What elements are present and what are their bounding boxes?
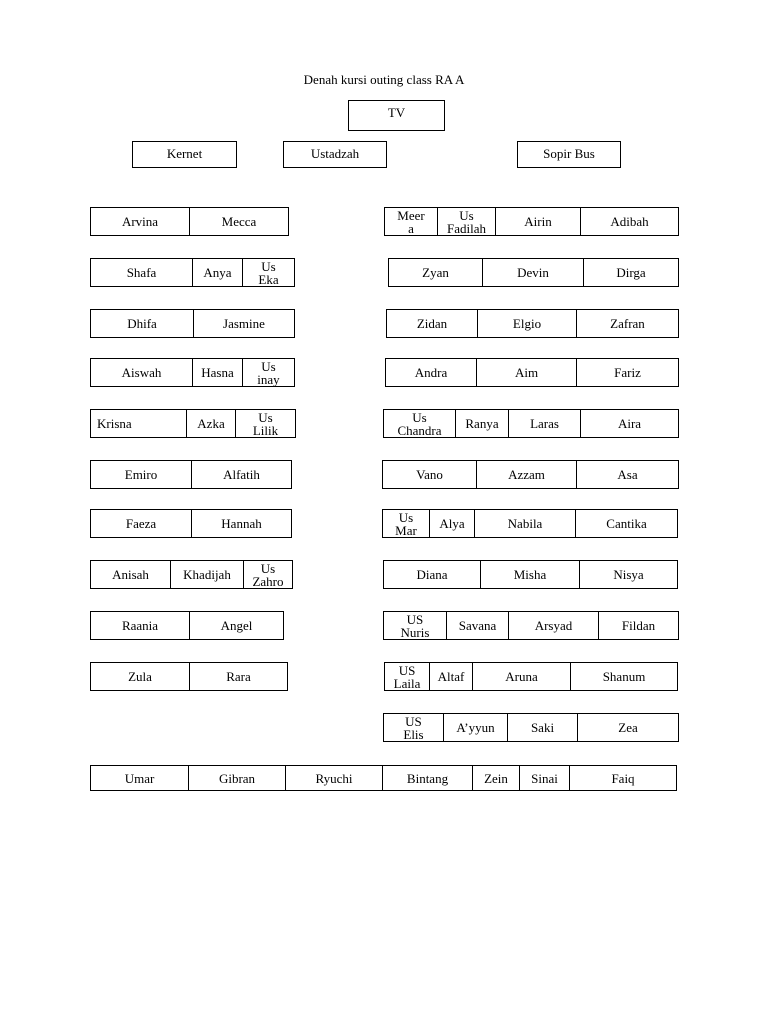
sopir-label: Sopir Bus <box>543 146 595 161</box>
seat: Saki <box>508 714 578 741</box>
kernet-label: Kernet <box>166 146 203 161</box>
seat-row-left <box>90 258 295 287</box>
seat: Savana <box>447 612 509 639</box>
seat: Raania <box>91 612 190 639</box>
seat: Us Lilik <box>252 409 279 438</box>
seat: Ryuchi <box>286 766 383 790</box>
seat: Angel <box>220 618 253 633</box>
seat: Arsyad <box>509 612 599 639</box>
seat: Airin <box>496 208 581 235</box>
tv-label: TV <box>387 105 406 120</box>
seat: Dhifa <box>91 310 194 337</box>
seat: Alya <box>430 510 475 537</box>
seat: US Laila <box>385 663 430 690</box>
seat-row-left <box>90 460 292 489</box>
seat: Aruna <box>473 663 571 690</box>
seat-row-right <box>383 409 679 438</box>
seat-row-right <box>385 358 679 387</box>
seat: Anya <box>193 259 243 286</box>
seat: Us Zahro <box>252 560 284 589</box>
seat-row-left <box>90 309 295 338</box>
seat: Mecca <box>221 214 257 229</box>
seat-row-left <box>90 611 284 640</box>
seat: Cantika <box>606 516 647 531</box>
kernet-box <box>132 141 237 168</box>
seat-row-right <box>383 611 679 640</box>
seat: Faiq <box>611 770 635 786</box>
seat: Shanum <box>602 669 646 684</box>
seat-row-left <box>90 358 295 387</box>
seat: Adibah <box>610 214 649 229</box>
seat: Hasna <box>193 359 243 386</box>
seat: Andra <box>386 359 477 386</box>
seat: Bintang <box>383 766 473 790</box>
seat: Faeza <box>91 510 192 537</box>
seat-row-right <box>384 207 679 236</box>
seat: Misha <box>481 561 580 588</box>
seat: Alfatih <box>223 467 260 482</box>
seat: Arvina <box>91 208 190 235</box>
seat: Rara <box>226 669 251 684</box>
seat: Meer a <box>385 208 438 235</box>
seat-row-right <box>386 309 679 338</box>
seat: Zyan <box>389 259 483 286</box>
seat-row-right <box>383 713 679 742</box>
seat: Altaf <box>430 663 473 690</box>
seat: Fildan <box>621 618 656 633</box>
seat: Elgio <box>478 310 577 337</box>
seat: Us Fadilah <box>438 208 496 235</box>
seat: Us inay <box>257 358 280 387</box>
seat: Gibran <box>189 766 286 790</box>
seat: Krisna <box>91 410 187 437</box>
seat: Dirga <box>616 265 646 280</box>
seat: Sinai <box>520 766 570 790</box>
seat-row-right <box>383 560 678 589</box>
sopir-box <box>517 141 621 168</box>
seat-row-right <box>382 509 678 538</box>
seat: Aiswah <box>91 359 193 386</box>
seat: Shafa <box>91 259 193 286</box>
seat: Nabila <box>475 510 576 537</box>
seat: Jasmine <box>223 316 265 331</box>
seat-row-back <box>90 765 677 791</box>
seat: Us Chandra <box>384 410 456 437</box>
seat: Us Mar <box>383 510 430 537</box>
seat: Azzam <box>477 461 577 488</box>
seat: Asa <box>617 467 638 482</box>
seat: Aim <box>477 359 577 386</box>
seat: A’yyun <box>444 714 508 741</box>
seat-row-left <box>90 560 293 589</box>
seat: Hannah <box>221 516 262 531</box>
seat: Emiro <box>91 461 192 488</box>
seat: Zein <box>473 766 520 790</box>
seat-row-right <box>384 662 678 691</box>
seat: Nisya <box>613 567 644 582</box>
seat-row-left <box>90 409 296 438</box>
seat: Zula <box>91 663 190 690</box>
seat-row-left <box>90 662 288 691</box>
seat-row-right <box>382 460 679 489</box>
seat: Vano <box>383 461 477 488</box>
seat: Khadijah <box>171 561 244 588</box>
ustadzah-box <box>283 141 387 168</box>
seat: US Elis <box>384 714 444 741</box>
seat: Laras <box>509 410 581 437</box>
seat: Umar <box>91 766 189 790</box>
seat-row-right <box>388 258 679 287</box>
seat-row-left <box>90 207 289 236</box>
seat: Zea <box>618 720 638 735</box>
seat: Azka <box>187 410 236 437</box>
seat: Fariz <box>614 365 641 380</box>
seat: Aira <box>617 416 642 431</box>
seat-row-left <box>90 509 292 538</box>
page-title: Denah kursi outing class RA A <box>303 72 465 87</box>
seat: Diana <box>384 561 481 588</box>
ustadzah-label: Ustadzah <box>310 146 360 161</box>
seat: Zidan <box>387 310 478 337</box>
seat: Ranya <box>456 410 509 437</box>
seat: Devin <box>483 259 584 286</box>
tv-box <box>348 100 445 131</box>
seat: Zafran <box>610 316 645 331</box>
seat: Anisah <box>91 561 171 588</box>
seat: US Nuris <box>384 612 447 639</box>
seat: Us Eka <box>258 258 279 287</box>
